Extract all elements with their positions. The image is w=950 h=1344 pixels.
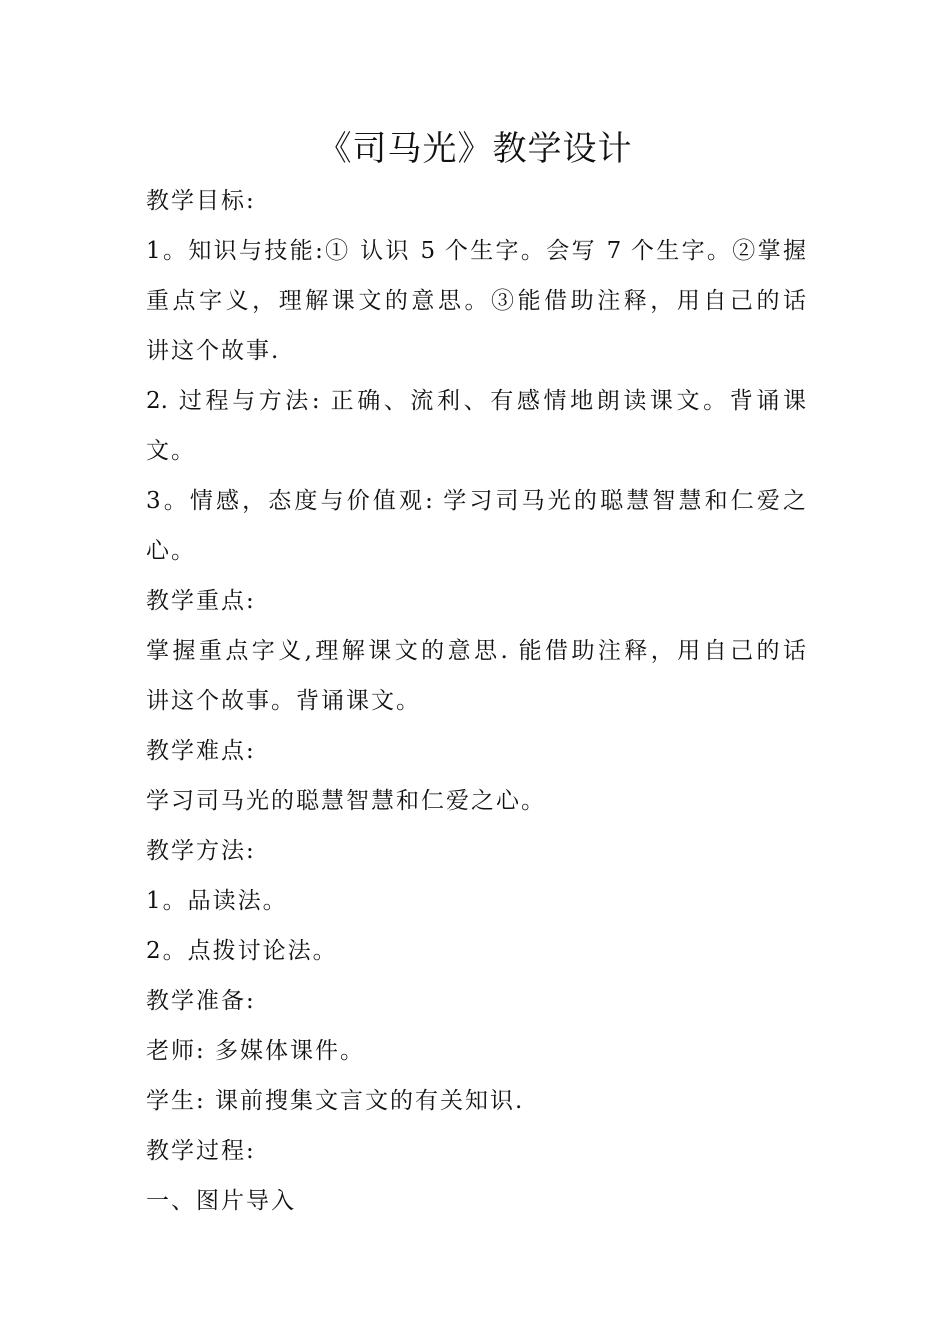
document-body: [146, 176, 806, 1226]
list-item: 2。点拨讨论法。: [146, 938, 338, 964]
paragraph-line: 掌握重点字义,理解课文的意思. 能借助注释，用自己的话: [146, 638, 806, 664]
paragraph-line: 讲这个故事.: [146, 338, 281, 364]
list-item: 1。品读法。: [146, 888, 288, 914]
heading-difficulties: 教学难点:: [146, 738, 256, 764]
paragraph-line: 学习司马光的聪慧智慧和仁爱之心。: [146, 788, 546, 814]
heading-key-points: 教学重点:: [146, 588, 256, 614]
heading-preparation: 教学准备:: [146, 988, 256, 1014]
paragraph-line: 老师: 多媒体课件。: [146, 1038, 366, 1064]
paragraph-line: 1。知识与技能:① 认识 5 个生字。会写 7 个生字。②掌握: [146, 238, 806, 264]
paragraph-line: 3。情感，态度与价值观: 学习司马光的聪慧智慧和仁爱之: [146, 488, 806, 514]
paragraph-line: 文。: [146, 438, 196, 464]
paragraph-line: 讲这个故事。背诵课文。: [146, 688, 421, 714]
heading-teaching-goals: 教学目标:: [146, 188, 256, 214]
paragraph-line: 学生: 课前搜集文言文的有关知识.: [146, 1088, 525, 1114]
heading-teaching-methods: 教学方法:: [146, 838, 256, 864]
heading-teaching-process: 教学过程:: [146, 1138, 256, 1164]
paragraph-line: 2. 过程与方法: 正确、流利、有感情地朗读课文。背诵课: [146, 388, 806, 414]
paragraph-line: 心。: [146, 538, 196, 564]
document-title: 《司马光》教学设计: [317, 129, 633, 169]
paragraph-line: 重点字义，理解课文的意思。③能借助注释，用自己的话: [146, 288, 806, 314]
section-heading: 一、图片导入: [146, 1188, 296, 1214]
